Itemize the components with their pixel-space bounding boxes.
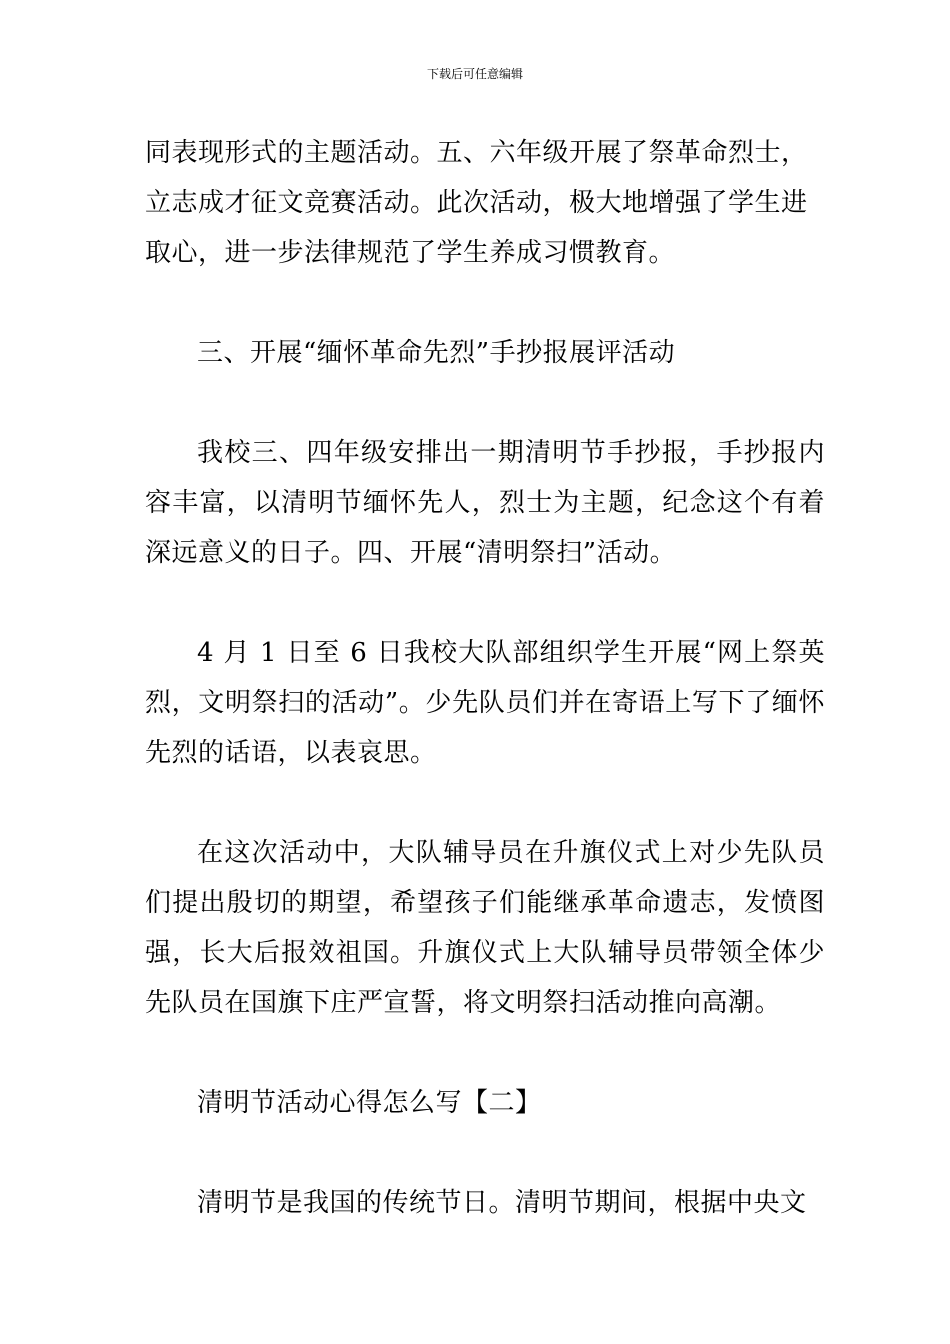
section-heading-3: 三、开展“缅怀革命先烈”手抄报展评活动 xyxy=(197,338,676,368)
paragraph-continued xyxy=(145,128,825,278)
paragraph-line: 取心，进一步法律规范了学生养成习惯教育。 xyxy=(145,238,676,268)
page-header-note: 下载后可任意编辑 xyxy=(426,67,523,81)
section-heading-2: 清明节活动心得怎么写【二】 xyxy=(197,1088,542,1118)
document-body xyxy=(145,128,825,1228)
paragraph-online-tribute: 4 月 1 日至 6 日我校大队部组织学生开展“网上祭英烈，文明祭扫的活动”。少先队员们并在寄语上写下了缅怀先烈的话语，以表哀思。 xyxy=(145,638,825,768)
paragraph-line: 立志成才征文竞赛活动。此次活动，极大地增强了学生进 xyxy=(145,188,808,218)
paragraph-line: 同表现形式的主题活动。五、六年级开展了祭革命烈士， xyxy=(145,138,808,168)
paragraph-flag-ceremony: 在这次活动中，大队辅导员在升旗仪式上对少先队员们提出殷切的期望，希望孩子们能继承革命遗志，发愤图强，长大后报效祖国。升旗仪式上大队辅导员带领全体少先队员在国旗下庄严宣誓，将文明祭扫活动推向高潮。 xyxy=(145,838,825,1018)
paragraph-qingming-intro: 清明节是我国的传统节日。清明节期间，根据中央文 xyxy=(197,1188,807,1218)
paragraph-handwritten-newspaper: 我校三、四年级安排出一期清明节手抄报，手抄报内容丰富，以清明节缅怀先人，烈士为主题，纪念这个有着深远意义的日子。四、开展“清明祭扫”活动。 xyxy=(145,438,825,568)
